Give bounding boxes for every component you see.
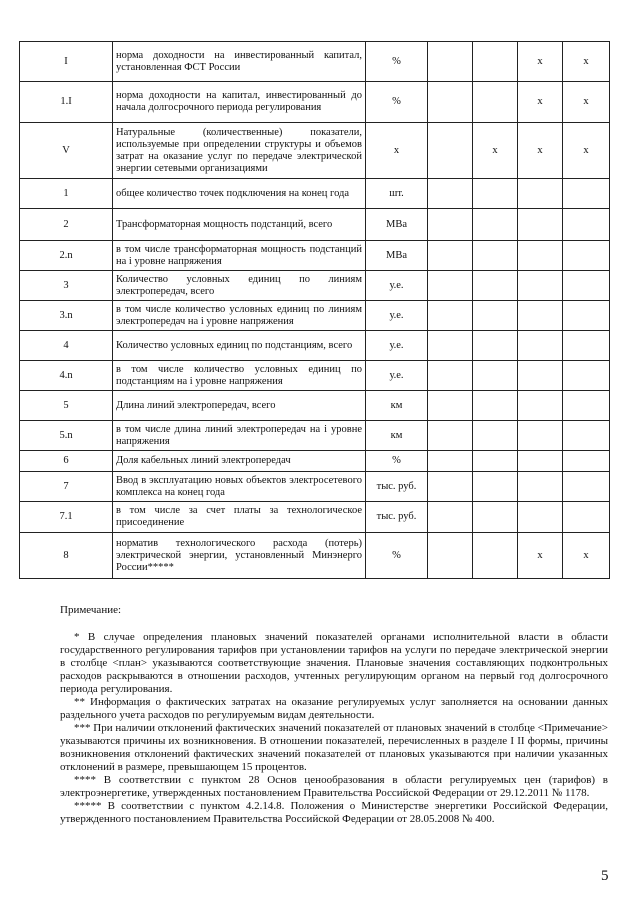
table-row [20, 533, 610, 579]
table-body [20, 42, 610, 579]
value-cell-1 [428, 533, 473, 579]
unit-cell: % [366, 42, 428, 82]
value-cell-4 [563, 241, 610, 271]
row-number-cell: 5 [20, 391, 113, 421]
table-row [20, 361, 610, 391]
indicator-name-cell: Длина линий электропередач, всего [113, 391, 366, 421]
value-cell-1 [428, 391, 473, 421]
row-number-cell: 8 [20, 533, 113, 579]
table-row [20, 179, 610, 209]
value-cell-2: x [473, 123, 518, 179]
row-number-cell: 2 [20, 209, 113, 241]
value-cell-1 [428, 123, 473, 179]
value-cell-1 [428, 361, 473, 391]
value-cell-4 [563, 209, 610, 241]
value-cell-1 [428, 421, 473, 451]
row-number-cell: I [20, 42, 113, 82]
unit-cell: тыс. руб. [366, 502, 428, 533]
value-cell-3 [518, 271, 563, 301]
value-cell-3 [518, 331, 563, 361]
value-cell-4: x [563, 82, 610, 123]
value-cell-2 [473, 331, 518, 361]
indicator-name-cell: норматив технологического расхода (потерь) электрической энергии, установленный Минэнерго России***** [113, 533, 366, 579]
value-cell-2 [473, 451, 518, 472]
value-cell-2 [473, 472, 518, 502]
value-cell-3 [518, 391, 563, 421]
unit-cell: тыс. руб. [366, 472, 428, 502]
value-cell-1 [428, 209, 473, 241]
value-cell-4 [563, 301, 610, 331]
value-cell-2 [473, 502, 518, 533]
row-number-cell: 3 [20, 271, 113, 301]
unit-cell: % [366, 533, 428, 579]
table-row [20, 123, 610, 179]
indicator-name-cell: норма доходности на инвестированный капитал, установленная ФСТ России [113, 42, 366, 82]
value-cell-2 [473, 361, 518, 391]
indicator-name-cell: Доля кабельных линий электропередач [113, 451, 366, 472]
value-cell-2 [473, 301, 518, 331]
notes-title: Примечание: [60, 604, 122, 616]
table-row [20, 241, 610, 271]
unit-cell: у.е. [366, 331, 428, 361]
value-cell-4: x [563, 42, 610, 82]
value-cell-4: x [563, 123, 610, 179]
value-cell-3: x [518, 82, 563, 123]
unit-cell: x [366, 123, 428, 179]
value-cell-4 [563, 421, 610, 451]
value-cell-2 [473, 179, 518, 209]
table-row [20, 331, 610, 361]
value-cell-2 [473, 241, 518, 271]
value-cell-2 [473, 42, 518, 82]
value-cell-4 [563, 331, 610, 361]
table-row [20, 472, 610, 502]
note-item: **** В соответствии с пунктом 28 Основ ценообразования в области регулируемых цен (тарифов) в электроэнергетике, утвержденных постановлением Правительства Российской Федерации от 29.12.2011 № 1178. [60, 774, 608, 799]
value-cell-1 [428, 179, 473, 209]
indicator-name-cell: в том числе за счет платы за технологическое присоединение [113, 502, 366, 533]
value-cell-1 [428, 271, 473, 301]
notes-section [60, 604, 608, 826]
value-cell-3: x [518, 42, 563, 82]
value-cell-2 [473, 271, 518, 301]
row-number-cell: 6 [20, 451, 113, 472]
indicator-name-cell: в том числе количество условных единиц по линиям электропередач на i уровне напряжения [113, 301, 366, 331]
page-number: 5 [601, 868, 609, 884]
indicator-name-cell: в том числе трансформаторная мощность подстанций на i уровне напряжения [113, 241, 366, 271]
value-cell-1 [428, 301, 473, 331]
value-cell-3: x [518, 533, 563, 579]
value-cell-3 [518, 472, 563, 502]
row-number-cell: 4 [20, 331, 113, 361]
value-cell-4 [563, 271, 610, 301]
value-cell-1 [428, 331, 473, 361]
value-cell-1 [428, 451, 473, 472]
unit-cell: у.е. [366, 361, 428, 391]
value-cell-4: x [563, 533, 610, 579]
table-row [20, 301, 610, 331]
value-cell-4 [563, 502, 610, 533]
value-cell-2 [473, 82, 518, 123]
indicator-name-cell: общее количество точек подключения на конец года [113, 179, 366, 209]
value-cell-3: x [518, 123, 563, 179]
indicator-name-cell: Трансформаторная мощность подстанций, всего [113, 209, 366, 241]
row-number-cell: 3.n [20, 301, 113, 331]
unit-cell: км [366, 391, 428, 421]
table-row [20, 82, 610, 123]
table-row [20, 42, 610, 82]
notes-list [60, 631, 608, 826]
note-item: ** Информация о фактических затратах на оказание регулируемых услуг заполняется на основании данных раздельного учета расходов по регулируемым видам деятельности. [60, 696, 608, 721]
value-cell-3 [518, 451, 563, 472]
unit-cell: % [366, 451, 428, 472]
table-row [20, 209, 610, 241]
value-cell-1 [428, 502, 473, 533]
value-cell-1 [428, 82, 473, 123]
table-row [20, 451, 610, 472]
value-cell-4 [563, 391, 610, 421]
indicator-name-cell: Количество условных единиц по линиям электропередач, всего [113, 271, 366, 301]
value-cell-3 [518, 301, 563, 331]
value-cell-3 [518, 502, 563, 533]
value-cell-2 [473, 391, 518, 421]
unit-cell: МВа [366, 209, 428, 241]
note-item: * В случае определения плановых значений показателей органами исполнительной власти в области государственного регулирования тарифов при установлении тарифов на услуги по передаче электрической энергии в столбце <план> указываются соответствующие значения. Плановые значения составляющих подконтрольных расходов раскрываются в отношении расходов, учтенных регулирующим органом на первый год долгосрочного периода регулирования. [60, 631, 608, 695]
row-number-cell: 1.I [20, 82, 113, 123]
unit-cell: % [366, 82, 428, 123]
value-cell-2 [473, 209, 518, 241]
indicator-name-cell: в том числе длина линий электропередач на i уровне напряжения [113, 421, 366, 451]
value-cell-2 [473, 421, 518, 451]
value-cell-3 [518, 209, 563, 241]
value-cell-2 [473, 533, 518, 579]
indicator-name-cell: в том числе количество условных единиц по подстанциям на i уровне напряжения [113, 361, 366, 391]
table-row [20, 391, 610, 421]
unit-cell: шт. [366, 179, 428, 209]
indicator-name-cell: Ввод в эксплуатацию новых объектов электросетевого комплекса на конец года [113, 472, 366, 502]
table-row [20, 271, 610, 301]
indicators-table [19, 41, 610, 579]
row-number-cell: 4.n [20, 361, 113, 391]
value-cell-1 [428, 241, 473, 271]
row-number-cell: V [20, 123, 113, 179]
value-cell-3 [518, 361, 563, 391]
value-cell-4 [563, 361, 610, 391]
row-number-cell: 2.n [20, 241, 113, 271]
value-cell-1 [428, 472, 473, 502]
unit-cell: у.е. [366, 301, 428, 331]
value-cell-1 [428, 42, 473, 82]
note-item: *** При наличии отклонений фактических значений показателей от плановых значений в столбце <Примечание> указываются причины их возникновения. В отношении показателей, перечисленных в разделе I II формы, причины возникновения отклонений фактических значений показателей от плановых указываются при наличии указанных отклонений в размере, превышающем 15 процентов. [60, 722, 608, 773]
unit-cell: у.е. [366, 271, 428, 301]
note-item: ***** В соответствии с пунктом 4.2.14.8. Положения о Министерстве энергетики Российской Федерации, утвержденного постановлением Правительства Российской Федерации от 28.05.2008 № 400. [60, 800, 608, 825]
value-cell-4 [563, 179, 610, 209]
indicator-name-cell: норма доходности на капитал, инвестированный до начала долгосрочного периода регулирования [113, 82, 366, 123]
value-cell-3 [518, 179, 563, 209]
indicator-name-cell: Количество условных единиц по подстанциям, всего [113, 331, 366, 361]
table-row [20, 502, 610, 533]
value-cell-3 [518, 241, 563, 271]
indicator-name-cell: Натуральные (количественные) показатели, используемые при определении структуры и объемов затрат на оказание услуг по передаче электрической энергии сетевыми организациями [113, 123, 366, 179]
value-cell-4 [563, 451, 610, 472]
row-number-cell: 1 [20, 179, 113, 209]
unit-cell: МВа [366, 241, 428, 271]
table-row [20, 421, 610, 451]
unit-cell: км [366, 421, 428, 451]
row-number-cell: 7 [20, 472, 113, 502]
value-cell-3 [518, 421, 563, 451]
row-number-cell: 7.1 [20, 502, 113, 533]
value-cell-4 [563, 472, 610, 502]
row-number-cell: 5.n [20, 421, 113, 451]
